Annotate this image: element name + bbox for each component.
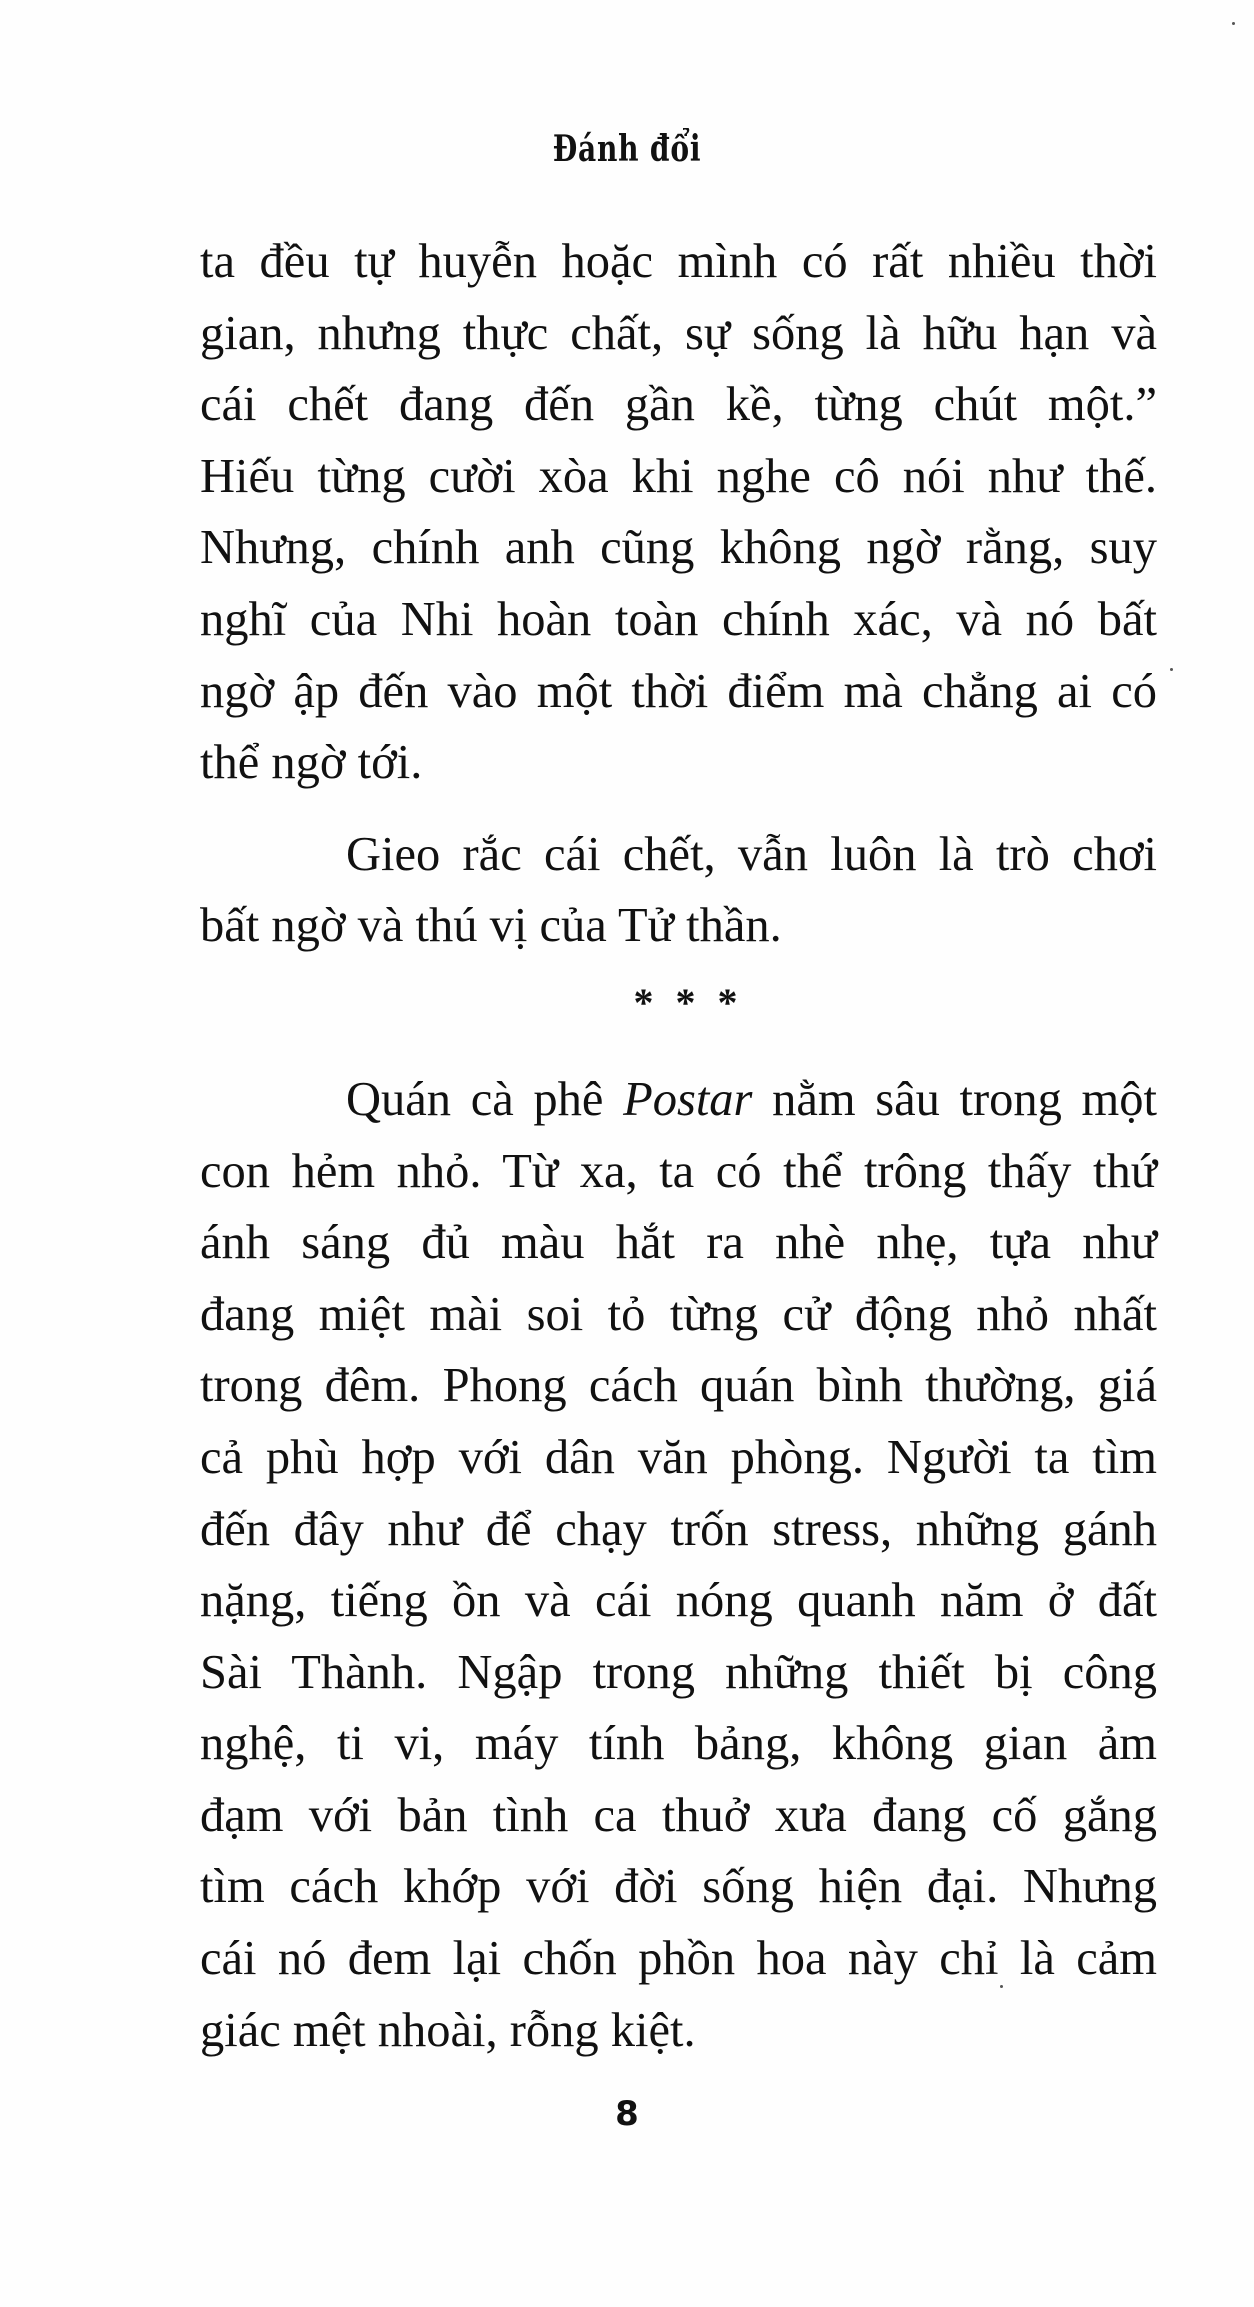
text-line: trong đêm. Phong cách quán bình thường, giá: [200, 1359, 1157, 1413]
text-line: nặng, tiếng ồn và cái nóng quanh năm ở đất: [200, 1574, 1157, 1628]
text-line: đến đây như để chạy trốn stress, những gánh: [200, 1502, 1157, 1556]
text-line: đạm với bản tình ca thuở xưa đang cố gắng: [200, 1788, 1157, 1842]
text-run: Quán cà phê: [346, 1072, 624, 1126]
text-line: cái chết đang đến gần kề, từng chút một.”: [200, 378, 1157, 432]
paragraph-gap: [200, 1044, 1157, 1064]
text-line: Nhưng, chính anh cũng không ngờ rằng, suy: [200, 521, 1157, 575]
scan-speck: [1000, 1985, 1003, 1988]
text-line: Sài Thành. Ngập trong những thiết bị công: [200, 1645, 1157, 1699]
scan-speck: [1170, 668, 1173, 671]
text-line: cả phù hợp với dân văn phòng. Người ta tìm: [200, 1430, 1157, 1484]
page-number: 8: [615, 2094, 639, 2134]
paragraph: [200, 819, 1157, 962]
text-line: cái nó đem lại chốn phồn hoa này chỉ là cảm: [200, 1932, 1157, 1986]
text-line: Gieo rắc cái chết, vẫn luôn là trò chơi: [346, 827, 1157, 881]
text-line: [200, 1064, 1157, 1136]
text-line: tìm cách khớp với đời sống hiện đại. Nhưng: [200, 1860, 1157, 1914]
text-line: thể ngờ tới.: [200, 736, 423, 790]
text-line: nghệ, ti vi, máy tính bảng, không gian ảm: [200, 1717, 1157, 1771]
text-run: nằm sâu trong một: [752, 1072, 1157, 1126]
cafe-name: Postar: [623, 1072, 753, 1126]
section-separator: * * *: [633, 979, 744, 1025]
running-header: Đánh đổi: [552, 128, 702, 170]
text-line: Hiếu từng cười xòa khi nghe cô nói như thế.: [200, 449, 1157, 503]
text-line: ta đều tự huyễn hoặc mình có rất nhiều thời: [200, 235, 1157, 288]
paragraph-gap: [200, 799, 1157, 819]
text-line: gian, nhưng thực chất, sự sống là hữu hạn và: [200, 306, 1157, 360]
text-line: con hẻm nhỏ. Từ xa, ta có thể trông thấy thứ: [200, 1144, 1157, 1198]
paragraph: [200, 1064, 1157, 2066]
text-line: đang miệt mài soi tỏ từng cử động nhỏ nhất: [200, 1287, 1157, 1341]
text-line: nghĩ của Nhi hoàn toàn chính xác, và nó bất: [200, 592, 1157, 646]
scan-speck: [1232, 22, 1235, 25]
text-line: giác mệt nhoài, rỗng kiệt.: [200, 2003, 696, 2057]
text-line: bất ngờ và thú vị của Tử thần.: [200, 899, 782, 953]
paragraph: [200, 226, 1157, 799]
text-line: ngờ ập đến vào một thời điểm mà chẳng ai có: [200, 664, 1157, 718]
text-line: ánh sáng đủ màu hắt ra nhè nhẹ, tựa như: [200, 1216, 1157, 1270]
body-text: [200, 226, 1157, 2066]
